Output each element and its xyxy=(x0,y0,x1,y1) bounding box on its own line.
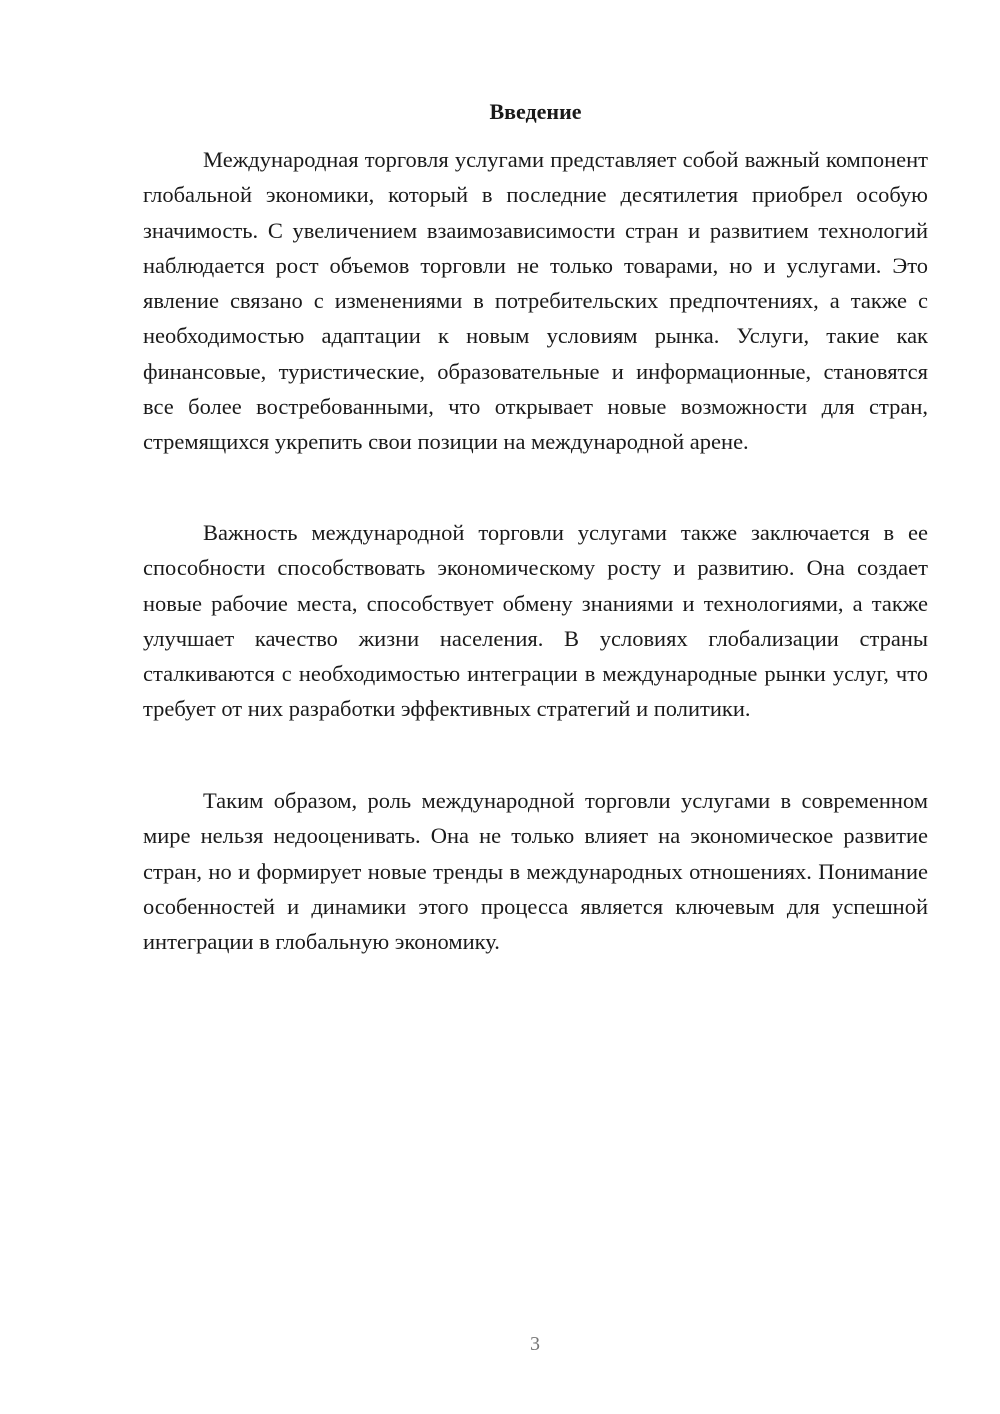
paragraph-text: Международная торговля услугами представляет собой важный компонент глобальной экономики, который в последние десятилетия приобрел особую значимость. С увеличением взаимозависимости стран и развитием технологий наблюдается рост объемов торговли не только товарами, но и услугами. Это явление связано с изменениями в потребительских предпочтениях, а также с необходимостью адаптации к новым условиям рынка. Услуги, такие как финансовые, туристические, образовательные и информационные, становятся все более востребованными, что открывает новые возможности для стран, стремящихся укрепить свои позиции на международной арене. xyxy=(143,147,928,455)
page-number: 3 xyxy=(530,1333,540,1355)
paragraph-2 xyxy=(143,515,928,727)
paragraph-1 xyxy=(143,142,928,460)
paragraph-3 xyxy=(143,783,928,959)
section-heading: Введение xyxy=(489,99,582,124)
paragraph-text: Таким образом, роль международной торговли услугами в современном мире нельзя недооценивать. Она не только влияет на экономическое развитие стран, но и формирует новые тренды в международных отношениях. Понимание особенностей и динамики этого процесса является ключевым для успешной интеграции в глобальную экономику. xyxy=(143,788,928,955)
paragraph-text: Важность международной торговли услугами также заключается в ее способности способствовать экономическому росту и развитию. Она создает новые рабочие места, способствует обмену знаниями и технологиями, а также улучшает качество жизни населения. В условиях глобализации страны сталкиваются с необходимостью интеграции в международные рынки услуг, что требует от них разработки эффективных стратегий и политики. xyxy=(143,520,928,722)
